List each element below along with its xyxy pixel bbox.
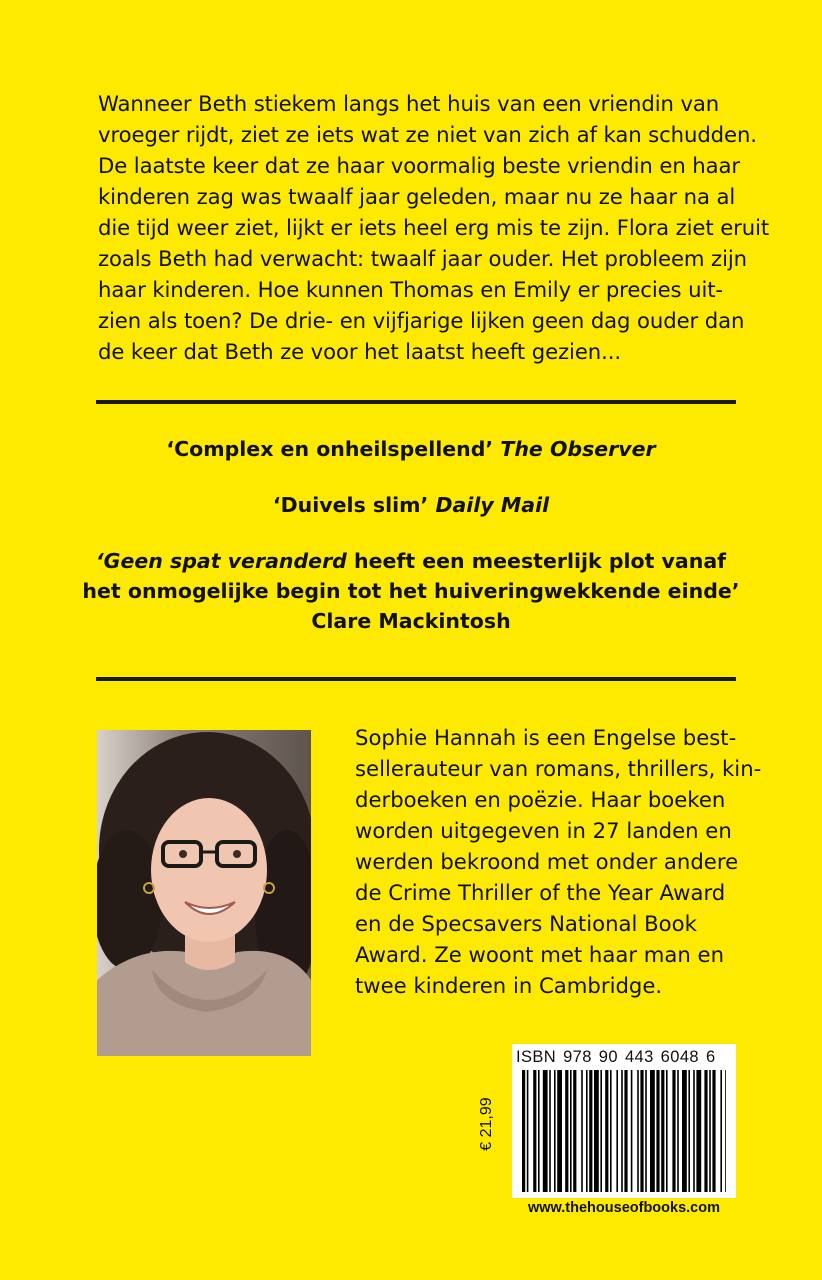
bio-line: derboeken en poëzie. Haar boeken [355, 787, 726, 812]
barcode-bar [533, 1070, 536, 1192]
barcode-bar [538, 1070, 540, 1192]
barcode-bar [661, 1070, 664, 1192]
bio-line: Award. Ze woont met haar man en [355, 942, 725, 967]
barcode-bar [554, 1070, 556, 1192]
barcode-bar [557, 1070, 562, 1192]
blurb-line: zien als toen? De drie- en vijfjarige lijken geen dag ouder dan [98, 308, 745, 333]
barcode-bars [522, 1070, 726, 1192]
blurb-text [98, 88, 770, 367]
bio-line: de Crime Thriller of the Year Award [355, 880, 726, 905]
barcode-bar [522, 1070, 525, 1192]
barcode-bar [696, 1070, 701, 1192]
barcode-bar [720, 1070, 722, 1192]
barcode-bar [688, 1070, 690, 1192]
quote-source: Daily Mail [435, 493, 550, 517]
blurb-line: de keer dat Beth ze voor het laatst heeft gezien... [98, 339, 622, 364]
quote-text: heeft een meesterlijk plot vanaf [346, 549, 727, 573]
barcode-bar [570, 1070, 572, 1192]
blurb-line: haar kinderen. Hoe kunnen Thomas en Emily er precies uit- [98, 277, 723, 302]
quote-daily-mail [60, 490, 762, 520]
barcode-bar [656, 1070, 659, 1192]
barcode-bar [677, 1070, 679, 1192]
bio-line: en de Specsavers National Book [355, 911, 697, 936]
barcode [512, 1044, 736, 1198]
isbn-number: ISBN 978 90 443 6048 6 [516, 1048, 716, 1066]
price-label: € 21,99 [478, 1097, 495, 1151]
bio-line: twee kinderen in Cambridge. [355, 973, 663, 998]
author-bio [355, 722, 762, 1001]
barcode-bar [527, 1070, 529, 1192]
barcode-bar [645, 1070, 647, 1192]
barcode-bar [621, 1070, 623, 1192]
barcode-bar [725, 1070, 726, 1192]
barcode-bar [693, 1070, 695, 1192]
blurb-line: Wanneer Beth stiekem langs het huis van een vriendin van [98, 91, 720, 116]
barcode-bar [600, 1070, 602, 1192]
barcode-bar [565, 1070, 568, 1192]
bio-line: Sophie Hannah is een Engelse best- [355, 725, 737, 750]
quote-source: Clare Mackintosh [311, 609, 511, 633]
quote-source: The Observer [500, 437, 656, 461]
barcode-bar [616, 1070, 618, 1192]
quote-observer [60, 434, 762, 464]
barcode-bar [640, 1070, 643, 1192]
quote-text: ‘Complex en onheilspellend’ [166, 437, 501, 461]
barcode-bar [610, 1070, 612, 1192]
publisher-website: www.thehouseofbooks.com [527, 1200, 720, 1216]
barcode-bar [631, 1070, 633, 1192]
bio-line: sellerauteur van romans, thrillers, kin- [355, 756, 762, 781]
divider-bottom [96, 677, 736, 681]
blurb-line: zoals Beth had verwacht: twaalf jaar ouder. Het probleem zijn [98, 246, 747, 271]
barcode-bar [682, 1070, 687, 1192]
blurb-line: kinderen zag was twaalf jaar geleden, maar nu ze haar na al [98, 184, 736, 209]
quote-line: het onmogelijke begin tot het huiveringwekkende einde’ [82, 579, 740, 603]
blurb-line: vroeger rijdt, ziet ze iets wat ze niet van zich af kan schudden. [98, 122, 757, 147]
barcode-bar [624, 1070, 627, 1192]
barcode-bar [573, 1070, 576, 1192]
quote-text: ‘Duivels slim’ [272, 493, 436, 517]
bio-line: worden uitgegeven in 27 landen en [355, 818, 732, 843]
blurb-line: De laatste keer dat ze haar voormalig beste vriendin en haar [98, 153, 740, 178]
barcode-bar [709, 1070, 711, 1192]
barcode-bar [672, 1070, 675, 1192]
barcode-bar [605, 1070, 608, 1192]
quote-title: ‘Geen spat veranderd [95, 549, 347, 573]
author-photo [97, 730, 311, 1056]
barcode-bar [704, 1070, 707, 1192]
barcode-bar [712, 1070, 715, 1192]
barcode-bar [586, 1070, 588, 1192]
barcode-bar [543, 1070, 548, 1192]
barcode-bar [581, 1070, 583, 1192]
barcode-bar [594, 1070, 599, 1192]
review-quotes [60, 434, 762, 636]
barcode-bar [589, 1070, 592, 1192]
barcode-bar [549, 1070, 551, 1192]
blurb-line: die tijd weer ziet, lijkt er iets heel erg mis te zijn. Flora ziet eruit [98, 215, 770, 240]
divider-top [96, 400, 736, 404]
barcode-bar [666, 1070, 668, 1192]
bio-line: werden bekroond met onder andere [355, 849, 739, 874]
barcode-bar [637, 1070, 639, 1192]
quote-mackintosh [60, 546, 762, 576]
barcode-bar [650, 1070, 655, 1192]
